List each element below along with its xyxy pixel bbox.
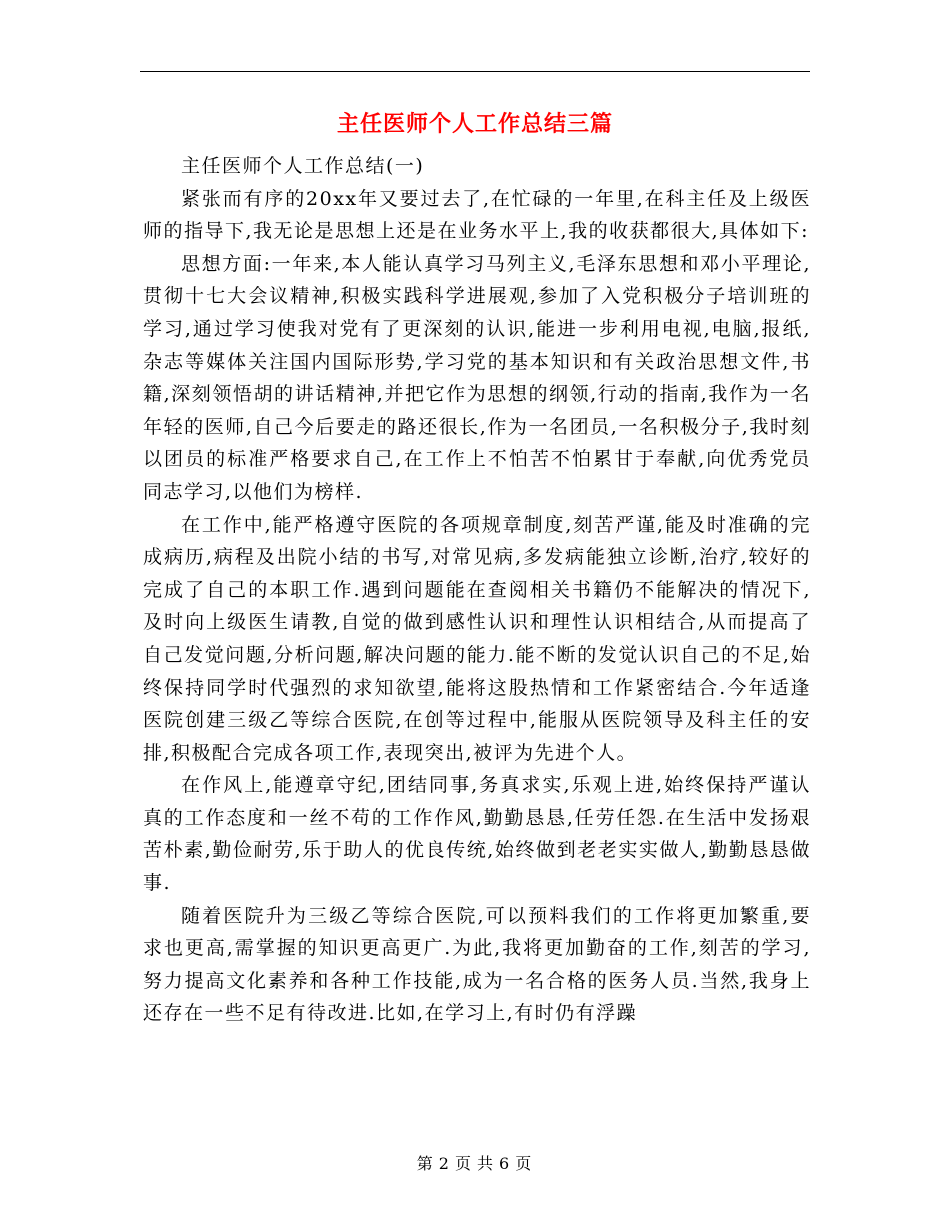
page-number-total: 6 [499, 1154, 512, 1173]
paragraph-intro: 紧张而有序的20xx年又要过去了,在忙碌的一年里,在科主任及上级医师的指导下,我无论是思想上还是在业务水平上,我的收获都很大,具体如下: [143, 187, 811, 243]
document-title: 主任医师个人工作总结三篇 [336, 111, 613, 137]
footer-page-word: 页 [454, 1154, 473, 1173]
page-number-current: 2 [438, 1154, 451, 1173]
paragraph-thought: 思想方面:一年来,本人能认真学习马列主义,毛泽东思想和邓小平理论,贯彻十七大会议精神,积极实践科学进展观,参加了入党积极分子培训班的学习,通过学习使我对党有了更深刻的认识,能进一步利用电视,电脑,报纸,杂志等媒体关注国内国际形势,学习党的基本知识和有关政治思想文件,书籍,深刻领悟胡的讲话精神,并把它作为思想的纲领,行动的指南,我作为一名年轻的医师,自己今后要走的路还很长,作为一名团员,一名积极分子,我时刻以团员的标准严格要求自己,在工作上不怕苦不怕累甘于奉献,向优秀党员同志学习,以他们为榜样. [143, 252, 811, 503]
footer-suffix: 页 [515, 1154, 534, 1173]
header-rule [140, 71, 810, 72]
document-body [143, 150, 811, 1030]
page-footer [0, 1152, 950, 1176]
paragraph-outlook: 随着医院升为三级乙等综合医院,可以预料我们的工作将更加繁重,要求也更高,需掌握的知识更高更广.为此,我将更加勤奋的工作,刻苦的学习,努力提高文化素养和各种工作技能,成为一名合格的医务人员.当然,我身上还存在一些不足有待改进.比如,在学习上,有时仍有浮躁 [143, 904, 811, 1025]
paragraph-work: 在工作中,能严格遵守医院的各项规章制度,刻苦严谨,能及时准确的完成病历,病程及出院小结的书写,对常见病,多发病能独立诊断,治疗,较好的完成了自己的本职工作.遇到问题能在查阅相关书籍仍不能解决的情况下,及时向上级医生请教,自觉的做到感性认识和理性认识相结合,从而提高了自己发觉问题,分析问题,解决问题的能力.能不断的发觉认识自己的不足,始终保持同学时代强烈的求知欲望,能将这股热情和工作紧密结合.今年适逢医院创建三级乙等综合医院,在创等过程中,能服从医院领导及科主任的安排,积极配合完成各项工作,表现突出,被评为先进个人。 [143, 513, 811, 764]
section-heading: 主任医师个人工作总结(一) [181, 155, 425, 177]
footer-prefix: 第 [416, 1154, 435, 1173]
footer-total-word: 共 [477, 1154, 496, 1173]
paragraph-conduct: 在作风上,能遵章守纪,团结同事,务真求实,乐观上进,始终保持严谨认真的工作态度和一丝不苟的工作作风,勤勤恳恳,任劳任怨.在生活中发扬艰苦朴素,勤俭耐劳,乐于助人的优良传统,始终做到老老实实做人,勤勤恳恳做事. [143, 774, 811, 895]
